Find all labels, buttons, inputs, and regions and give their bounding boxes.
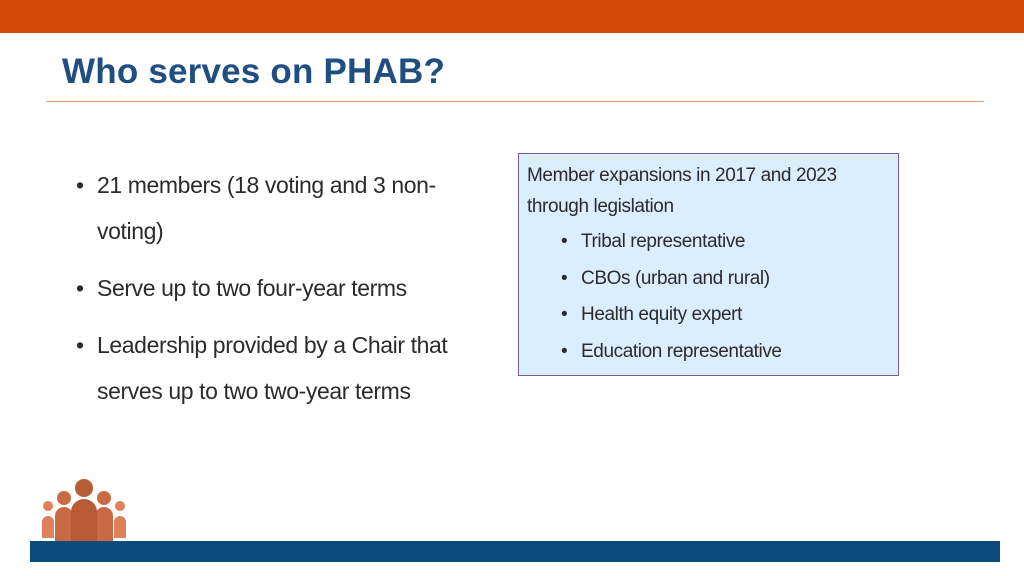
- bullet-marker: •: [561, 231, 568, 252]
- bullet-text: 21 members (18 voting and 3 non-voting): [97, 172, 436, 244]
- bullet-text: Serve up to two four-year terms: [97, 275, 407, 301]
- top-accent-bar: [0, 0, 1024, 33]
- bullet-marker: •: [76, 275, 84, 301]
- callout-item-text: Tribal representative: [581, 231, 746, 252]
- bullet-item: [76, 322, 496, 414]
- bullet-item: [76, 162, 496, 254]
- callout-heading: Member expansions in 2017 and 2023 through legislation: [527, 165, 837, 217]
- bullet-marker: •: [561, 304, 568, 325]
- callout-item-text: CBOs (urban and rural): [581, 267, 770, 289]
- footer-bar: [30, 541, 1000, 562]
- callout-item: [561, 334, 890, 371]
- bullet-marker: •: [561, 340, 568, 362]
- bullet-text: Leadership provided by a Chair that serves up to two two-year terms: [97, 332, 448, 404]
- bullet-marker: •: [561, 267, 568, 289]
- people-group-icon: [40, 478, 128, 548]
- callout-item: [561, 297, 890, 334]
- slide-title: Who serves on PHAB?: [62, 52, 446, 91]
- callout-item: [561, 224, 890, 261]
- membership-callout-box: [518, 153, 899, 376]
- bullet-marker: •: [76, 172, 84, 198]
- callout-item: [561, 261, 890, 298]
- callout-list: [527, 224, 890, 370]
- callout-item-text: Health equity expert: [581, 304, 742, 325]
- callout-item-text: Education representative: [581, 340, 782, 362]
- bullet-marker: •: [76, 332, 84, 358]
- bullet-item: [76, 265, 496, 311]
- main-bullet-list: [76, 162, 496, 425]
- title-divider: [46, 101, 984, 102]
